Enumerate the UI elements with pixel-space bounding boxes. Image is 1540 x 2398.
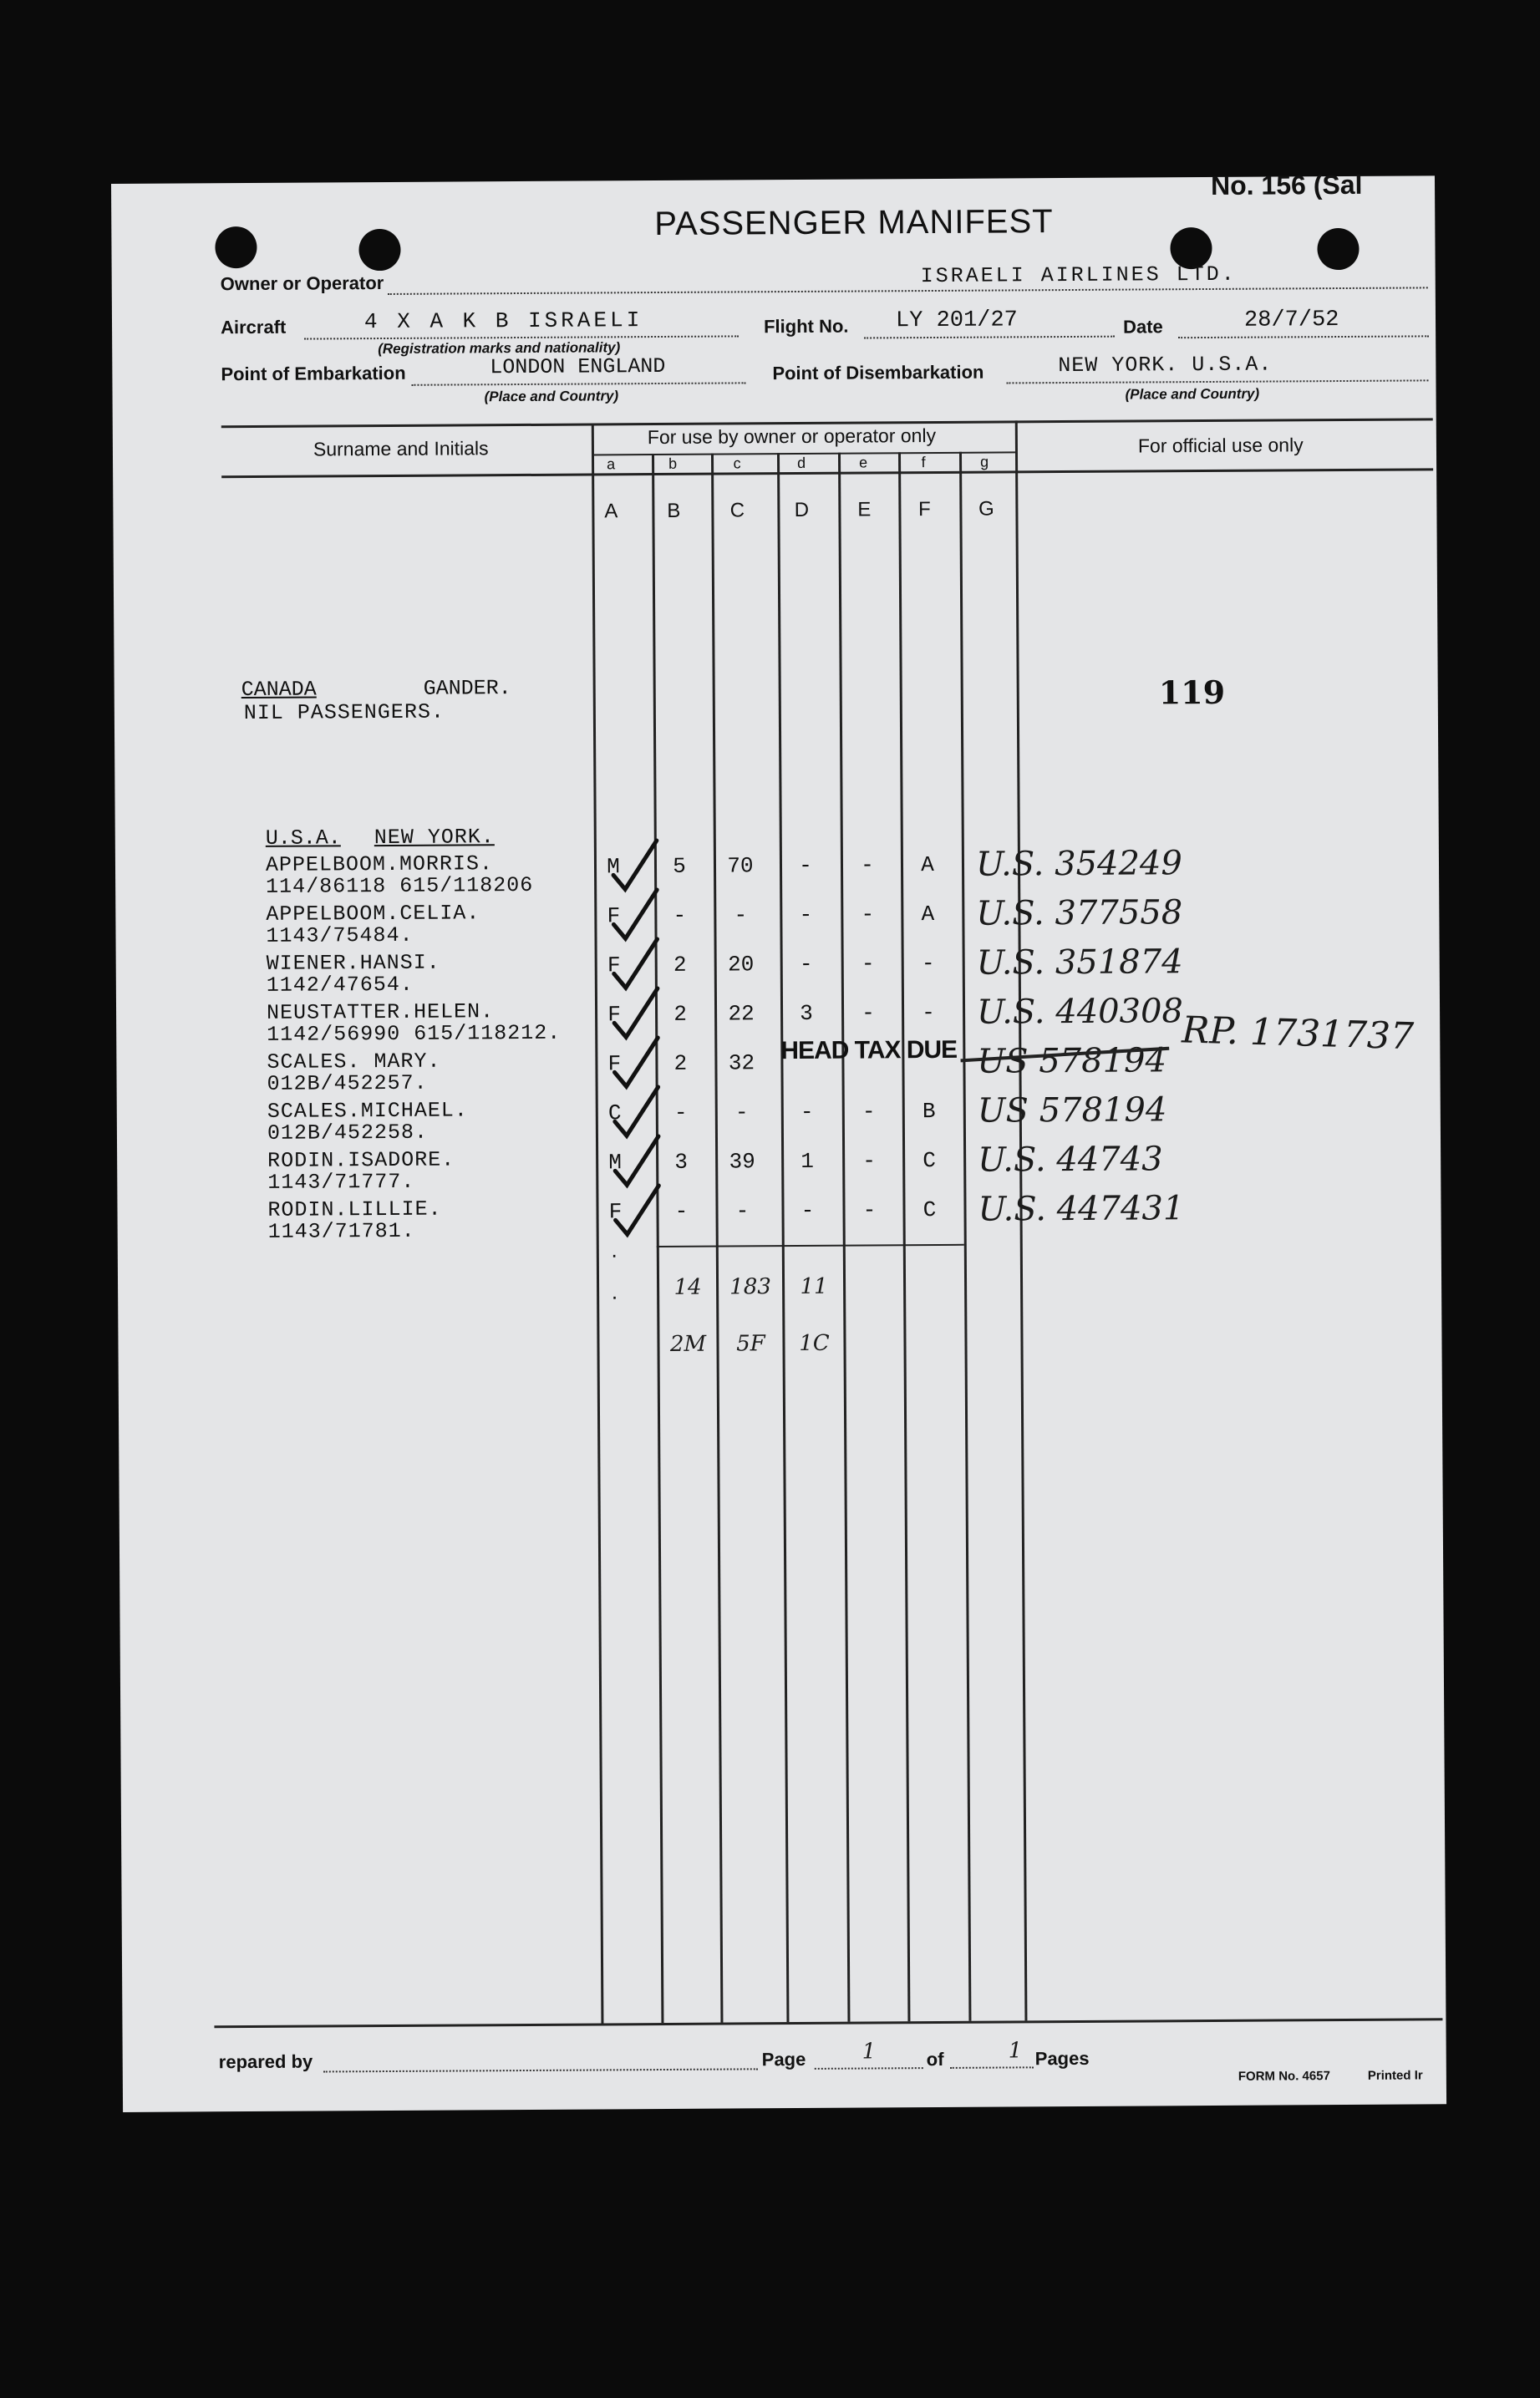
passenger-col-d: - — [799, 951, 813, 977]
passenger-name: SCALES.MICHAEL. — [267, 1098, 468, 1124]
passenger-col-c: - — [734, 1100, 749, 1125]
passenger-name: RODIN.ISADORE. — [267, 1147, 455, 1173]
table-bottom-rule — [214, 2018, 1442, 2028]
surname-header: Surname and Initials — [313, 437, 489, 460]
punch-hole-1 — [215, 226, 257, 268]
col-line-5 — [838, 453, 850, 2022]
embark-dots — [411, 382, 745, 385]
disembark-dots — [1006, 379, 1428, 384]
passenger-col-f: C — [922, 1196, 937, 1223]
page-total: 1 — [1008, 2038, 1023, 2064]
page-number: 1 — [861, 2039, 877, 2065]
sub-letter-c: c — [733, 455, 741, 472]
total-d: 11 — [800, 1273, 828, 1299]
passenger-official-number: U.S. 440308 — [976, 992, 1184, 1032]
table-head-rule — [221, 468, 1433, 478]
col-line-6 — [898, 452, 910, 2021]
total-c-count: 1C — [799, 1330, 830, 1356]
passenger-col-b: - — [673, 902, 687, 928]
passenger-col-d: - — [799, 902, 813, 927]
aircraft-value: 4 X A K B ISRAELI — [363, 307, 643, 335]
passenger-col-e: - — [861, 1000, 875, 1026]
head-tax-stamp: HEAD TAX DUE — [780, 1035, 958, 1065]
of-dots — [950, 2066, 1034, 2069]
passenger-col-e: - — [861, 852, 874, 878]
col-cap-g: G — [978, 497, 994, 521]
passenger-official-number: U.S. 44743 — [978, 1140, 1163, 1180]
owner-value: ISRAELI AIRLINES LTD. — [920, 262, 1237, 289]
passenger-name: WIENER.HANSI. — [266, 950, 440, 976]
passenger-col-c: 39 — [729, 1149, 755, 1175]
punch-hole-2 — [358, 229, 400, 271]
col-line-4 — [777, 453, 789, 2022]
page-label: Page — [761, 2048, 806, 2070]
embark-label: Point of Embarkation — [221, 362, 406, 385]
col-cap-b: B — [667, 499, 681, 522]
passenger-col-e: - — [862, 1197, 877, 1223]
official-header: For official use only — [1137, 434, 1304, 457]
passenger-col-c: 70 — [727, 853, 754, 879]
passenger-col-d: 3 — [800, 1000, 813, 1026]
passenger-col-b: 5 — [673, 853, 686, 879]
col-cap-c: C — [729, 499, 745, 522]
stamp-number: 119 — [1158, 673, 1226, 712]
passenger-col-d: - — [799, 852, 812, 878]
passenger-col-f: - — [922, 999, 935, 1026]
usa-city: NEW YORK. — [374, 825, 495, 851]
passenger-name: APPELBOOM.CELIA. — [266, 901, 480, 927]
flight-label: Flight No. — [763, 315, 849, 338]
passenger-col-f: C — [922, 1147, 937, 1174]
passenger-col-a: F — [607, 1051, 622, 1077]
passenger-col-c: 22 — [728, 1001, 755, 1027]
total-m: 2M — [669, 1331, 707, 1357]
sub-letter-e: e — [858, 454, 868, 471]
flight-dots — [864, 336, 1115, 339]
sub-letter-d: d — [796, 454, 806, 471]
manifest-sheet — [111, 169, 1446, 2112]
passenger-col-e: - — [861, 951, 875, 977]
page-title: PASSENGER MANIFEST — [654, 203, 1054, 243]
totals-rule — [657, 1244, 964, 1247]
passenger-name: APPELBOOM.MORRIS. — [265, 851, 494, 877]
passenger-col-d: - — [800, 1099, 814, 1125]
passenger-col-e: - — [862, 1148, 877, 1174]
passenger-ref: 1143/71777. — [267, 1169, 415, 1195]
col-cap-f: F — [917, 498, 931, 521]
aircraft-caption: (Registration marks and nationality) — [378, 339, 621, 358]
canada-city: GANDER. — [423, 676, 511, 701]
sub-letter-f: f — [921, 454, 926, 471]
passenger-col-c: - — [735, 1198, 750, 1224]
rp-number: RP. 1731737 — [1181, 1008, 1415, 1059]
passenger-col-a: C — [607, 1100, 622, 1126]
passenger-col-a: F — [608, 1199, 623, 1225]
passenger-official-number: U.S. 447431 — [978, 1189, 1185, 1229]
date-value: 28/7/52 — [1243, 307, 1339, 333]
form-number: FORM No. 4657 — [1238, 2069, 1330, 2084]
sub-letter-b: b — [668, 455, 678, 472]
disembark-label: Point of Disembarkation — [772, 361, 984, 384]
passenger-col-f: A — [921, 851, 934, 878]
passenger-ref: 1143/75484. — [266, 922, 414, 948]
owner-dots — [388, 287, 1428, 295]
page-dots — [815, 2067, 923, 2070]
dot-mark-2: · — [611, 1283, 618, 1309]
punch-hole-4 — [1317, 228, 1359, 270]
passenger-official-number: U.S. 354249 — [975, 844, 1182, 884]
passenger-col-f: B — [922, 1098, 936, 1125]
passenger-col-b: 2 — [673, 1001, 687, 1027]
owner-label: Owner or Operator — [220, 272, 384, 295]
col-line-3 — [711, 454, 723, 2023]
canada-note: NIL PASSENGERS. — [243, 699, 445, 726]
sub-letter-a: a — [606, 455, 616, 473]
passenger-ref: 012B/452257. — [267, 1070, 428, 1096]
owner-use-header: For use by owner or operator only — [647, 424, 937, 449]
flight-value: LY 201/27 — [895, 307, 1018, 334]
passenger-official-number: U.S. 351874 — [976, 942, 1183, 983]
passenger-official-number: U.S. 377558 — [976, 893, 1183, 933]
passenger-col-c: - — [734, 902, 748, 928]
passenger-col-a: F — [607, 903, 621, 929]
passenger-col-a: F — [607, 953, 621, 978]
printed-label: Printed Ir — [1367, 2068, 1423, 2083]
passenger-official-number: US 578194 — [977, 1041, 1167, 1081]
aircraft-dots — [304, 335, 739, 339]
passenger-col-c: 20 — [728, 952, 755, 978]
passenger-col-c: 32 — [728, 1050, 755, 1076]
passenger-name: NEUSTATTER.HELEN. — [266, 999, 495, 1025]
of-label: of — [926, 2048, 944, 2070]
disembark-caption: (Place and Country) — [1125, 385, 1260, 403]
passenger-col-f: A — [921, 901, 935, 927]
disembark-value: NEW YORK. U.S.A. — [1058, 352, 1273, 378]
prepared-label: repared by — [218, 2050, 313, 2073]
total-b: 14 — [673, 1274, 702, 1300]
col-cap-e: E — [857, 498, 872, 521]
form-number-top: No. 156 (Sal — [1210, 169, 1363, 201]
usa-country: U.S.A. — [265, 826, 341, 851]
sub-letter-g: g — [979, 453, 989, 470]
embark-caption: (Place and Country) — [484, 388, 619, 405]
passenger-col-e: - — [861, 902, 875, 927]
passenger-official-number: US 578194 — [977, 1090, 1167, 1130]
passenger-col-a: M — [607, 854, 620, 880]
total-c: 183 — [729, 1274, 771, 1300]
col-cap-d: D — [794, 498, 810, 522]
prepared-dots — [323, 2068, 758, 2072]
passenger-col-b: 2 — [673, 1050, 688, 1076]
canada-country: CANADA — [241, 677, 317, 703]
passenger-col-a: F — [607, 1002, 621, 1028]
passenger-ref: 1143/71781. — [267, 1218, 415, 1244]
passenger-col-d: - — [800, 1197, 815, 1223]
date-dots — [1178, 335, 1429, 338]
passenger-name: RODIN.LILLIE. — [267, 1196, 442, 1222]
passenger-col-b: - — [673, 1100, 688, 1125]
embark-value: LONDON ENGLAND — [490, 353, 666, 380]
date-label: Date — [1122, 316, 1163, 338]
passenger-col-b: 2 — [673, 952, 687, 978]
passenger-ref: 1142/47654. — [266, 972, 414, 998]
passenger-col-d: 1 — [800, 1148, 815, 1174]
col-line-7 — [959, 452, 971, 2021]
dot-mark-1: · — [610, 1242, 618, 1268]
passenger-col-f: - — [921, 950, 935, 977]
passenger-name: SCALES. MARY. — [267, 1049, 441, 1075]
passenger-col-a: M — [608, 1150, 623, 1176]
aircraft-label: Aircraft — [220, 316, 287, 338]
passenger-col-b: 3 — [674, 1149, 689, 1175]
passenger-col-b: - — [674, 1198, 689, 1224]
total-f: 5F — [736, 1331, 765, 1357]
passenger-ref: 012B/452258. — [267, 1120, 429, 1146]
passenger-col-e: - — [861, 1099, 876, 1125]
col-cap-a: A — [604, 500, 618, 523]
pages-label: Pages — [1034, 2047, 1090, 2070]
passenger-ref: 1142/56990 615/118212. — [267, 1020, 562, 1047]
passenger-ref: 114/86118 615/118206 — [266, 872, 534, 899]
check-mark-icon — [608, 1182, 667, 1241]
